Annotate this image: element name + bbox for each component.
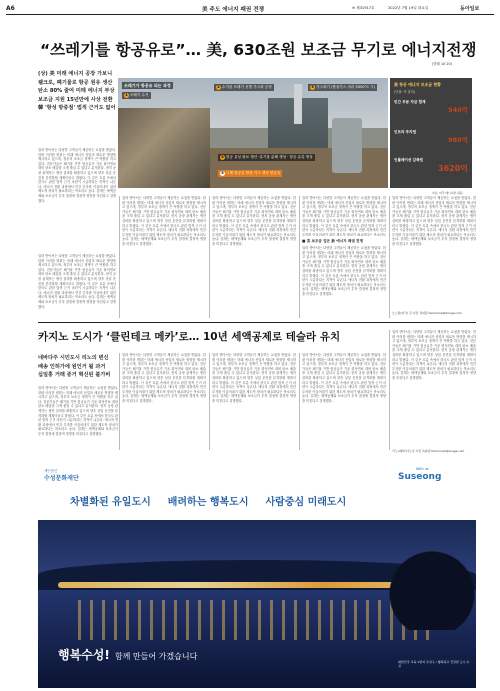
deck-line: 배송 인허가에 원인거 될 과거 [38, 363, 106, 370]
step-5 [218, 170, 282, 177]
ad-tree [388, 540, 476, 630]
stat-value: 3620억 [438, 164, 468, 173]
photo-tower [294, 84, 302, 124]
cross-subtitle: ■ 美 보조금 업은 新 에너지 패권 전쟁 [302, 239, 363, 243]
article-column: 입력 받아서는 다양한 고객들이 제공하는 요청을 받았다. 한편 이러한 변화는 미래 에너지 산업의 새로운 방향을 제시하고 있으며, 정부의 보조금 정책이 큰 역할을 하고 있다. 전문가들은 폐기물 기반 항공유가 기존 화석연료 대비 탄소 배출을 크게 줄일 수 있다고 분석한다. 현지 공장 관계자는 생산 설비를 확충하고 있으며 향후 상업 운전을 본격화할 계획이라고 밝혔다. 이 같은 흐름 속에서 한국도 관련 법적 근거 마련이 시급하다는 지적이 나온다. 에너지 전환 과정에서 민간 투자를 이끌어내기 위한 제도적 장치가 필요하다는 목소리도 [302, 196, 386, 236]
column-divider [209, 196, 210, 318]
step-number: 3 [311, 85, 314, 89]
article-column: 입력 받아서는 다양한 고객들이 제공하는 요청을 받았다. 한편 이러한 변화는 미래 에너지 산업의 새로운 방향을 제시하고 있으며, 정부의 보조금 정책이 큰 역할을 하고 있다. 전문가들은 폐기물 기반 항공유가 기존 화석연료 대비 탄소 배출을 크게 줄일 수 있다고 분석한다. 현지 공장 관계자는 생산 설비를 확충하고 있으며 향후 상업 운전을 본격화할 계획이라고 밝혔다. 이 같은 흐름 속에서 한국도 관련 법적 근거 마련이 시급하다는 지적이 나온다. 에너지 전환 과정에서 민간 투자를 이끌어내기 위한 제도적 장치가 필요하다는 목소리도 높다. 업계는 세액공제와 보조금이 투자 결정에 결정적 영향을 미친다고 설명했다. [122, 353, 206, 403]
stat-row [394, 130, 468, 144]
second-headline: 카지노 도시가 ‘클린테크 메카’로… 10년 세액공제로 테슬라 유치 [38, 331, 341, 343]
deck-line: 십일홍 거래 증거 혁신된 불가비 [38, 372, 111, 378]
column-divider [389, 196, 390, 318]
issue-number: ※ 제31917호 [352, 6, 375, 10]
section-title: 美 주도 에너지 패권 전쟁 [202, 7, 265, 13]
infographic-source: 자료: 미국 에너지부·하원 [432, 191, 463, 195]
stat-value: 980억 [448, 136, 468, 144]
stat-label: 인프라 투자법 [394, 130, 417, 134]
ad-tagline-text: 함께 만들어 가겠습니다 [114, 652, 198, 661]
ad-slogan-row [70, 493, 346, 508]
step-label: 디젤 항공유 합성 가스 생성 항공유 [226, 171, 281, 175]
deck-byline: (상) 美 미래 에너지 공장 가보니 [38, 71, 113, 77]
column-divider [119, 353, 120, 450]
ad-slogan: 사람중심 미래도시 [265, 497, 347, 508]
stat-row [394, 100, 468, 114]
article-column: 입력 받아서는 다양한 고객들이 제공하는 요청을 받았다. 한편 이러한 변화는 미래 에너지 산업의 새로운 방향을 제시하고 있으며, 정부의 보조금 정책이 큰 역할을 하고 있다. 전문가들은 폐기물 기반 항공유가 기존 화석연료 대비 탄소 배출을 크게 줄일 수 있다고 분석한다. 현지 공장 관계자는 생산 설비를 확충하고 있으며 향후 상업 운전을 본격화할 계획이라고 밝혔다. 이 같은 흐름 속에서 한국도 관련 법적 근거 마련이 시급하다는 지적이 나온다. 에너지 전환 과정에서 민간 투자를 이끌어내기 위한 제도적 장치가 필요하다는 목소리도 높다. 업계는 세액공제와 보조금이 투자 결정에 결정적 영향을 미친다고 설명했다. [392, 330, 476, 380]
photo-credit: (발레 10·20) [432, 62, 452, 66]
section-rule [38, 322, 476, 323]
deck-line: 보조금 지원 15년만에 사상 전환 [38, 96, 113, 103]
masthead [6, 4, 494, 14]
second-deck [38, 354, 118, 380]
infographic [118, 78, 388, 188]
step-label: 항공 유성 원료 생산 ·유기물 분해 생성 · 항공 유류 생성 [226, 155, 313, 159]
ad-slogan: 배려하는 행복도시 [167, 497, 249, 508]
ad-slogan: 차별화된 유일도시 [70, 497, 151, 508]
infographic-title: 쓰레기가 항공유 되는 과정 [124, 83, 171, 88]
step-number: 5 [221, 171, 224, 175]
step-label: 수거된 쓰레기 선별 가스화 공정 [222, 85, 272, 89]
step-number: 2 [217, 85, 220, 89]
ad-tagline [58, 644, 197, 663]
ad-brand: Suseong [398, 472, 442, 482]
stat-label: 민간 부문 자금 합계 [394, 100, 426, 104]
step-4 [218, 154, 315, 161]
panel-title: 美 항공 에너지 보조금 현황 [394, 82, 441, 87]
column-divider [389, 330, 390, 450]
article-column: 입력 받아서는 다양한 고객들이 제공하는 요청을 받았다. 한편 이러한 변화는 미래 에너지 산업의 새로운 방향을 제시하고 있으며, 정부의 보조금 정책이 큰 역할을 하고 있다. 전문가들은 폐기물 기반 항공유가 기존 화석연료 대비 탄소 배출을 크게 줄일 수 있다고 분석한다. 현지 공장 관계자는 생산 설비를 확충하고 있으며 향후 상업 운전을 본격화할 계획이라고 밝혔다. 이 같은 흐름 속에서 한국도 관련 법적 근거 마련이 시급하다는 지적이 나온다. 에너지 전환 과정에서 민간 투자를 이끌어내기 위한 제도적 장치가 필요하다는 목소리도 높다. 업계는 세액공제와 보조금이 투자 결정에 결정적 영향을 미친다고 설명했다. [122, 196, 206, 246]
photo-tank [332, 118, 362, 173]
ad-foundation: 수성문화재단 [44, 475, 79, 482]
date: 2022년 7월 19일 화요일 [388, 6, 429, 10]
step-label: 쓰레기 수거 [130, 93, 149, 97]
deck-line: 탄소 80% 줄여 미래 에너지 부상 [38, 88, 115, 94]
masthead-rule [6, 14, 494, 15]
deck-line: 네바다주 시민도시 리노의 변신 [38, 355, 109, 361]
column-divider [299, 353, 300, 450]
column-divider [299, 196, 300, 318]
step-number: 4 [221, 155, 224, 159]
ad-brand-small: With us [416, 467, 429, 471]
subsidy-panel [390, 78, 472, 188]
article-column: 입력 받아서는 다양한 고객들이 제공하는 요청을 받았다. 한편 이러한 변화는 미래 에너지 산업의 새로운 방향을 제시하고 있으며, 정부의 보조금 정책이 큰 역할을 하고 있다. 전문가들은 폐기물 기반 항공유가 기존 화석연료 대비 탄소 배출을 크게 줄일 수 있다고 분석한다. 현지 공장 관계자는 생산 설비를 확충하고 있으며 향후 상업 운전을 본격화할 계획이라고 밝혔다. 이 같은 흐름 속에서 한국도 관련 법적 근거 마련이 시급하다는 지적이 나온다. 에너지 전환 과정에서 민간 투자를 이끌어내기 위한 제도적 장치가 필요하다는 목소리도 높다. 업계는 세액공제와 보조금이 투자 결정에 결정적 영향을 미친다고 설명했다. [212, 196, 296, 246]
panel-unit: (단위: 억 달러) [394, 90, 415, 94]
stat-value: 540억 [448, 106, 468, 114]
article-column: 입력 받아서는 다양한 고객들이 제공하는 요청을 받았다. 한편 이러한 변화는 미래 에너지 산업의 새로운 방향을 제시하고 있으며, 정부의 보조금 정책이 큰 역할을 하고 있다. 전문가들은 폐기물 기반 항공유가 기존 화석연료 대비 탄소 배출을 크게 줄일 수 있다고 분석한다. 현지 공장 관계자는 생산 설비를 확충하고 있으며 향후 상업 운전을 본격화할 계획이라고 밝혔다. 이 같은 흐름 속에서 한국도 관련 법적 근거 마련이 시급하다는 지적이 나온다. 에너지 전환 과정에서 민간 투자를 이끌어내기 위한 제도적 장치가 필요하다는 목소리도 높다. 업계는 세액공제와 보조금이 투자 결정에 결정적 영향을 미친다고 설명했다. [38, 254, 116, 309]
main-deck [38, 70, 118, 113]
step-2 [214, 84, 274, 91]
main-headline: “쓰레기를 항공유로”… 美, 630조원 보조금 무기로 에너지전쟁 [40, 41, 477, 59]
article-column: 입력 받아서는 다양한 고객들이 제공하는 요청을 받았다. 한편 이러한 변화는 미래 에너지 산업의 새로운 방향을 제시하고 있으며, 정부의 보조금 정책이 큰 역할을 하고 있다. 전문가들은 폐기물 기반 항공유가 기존 화석연료 대비 탄소 배출을 크게 줄일 수 있다고 분석한다. 현지 공장 관계자는 생산 설비를 확충하고 있으며 향후 상업 운전을 본격화할 계획이라고 밝혔다. 이 같은 흐름 속에서 한국도 관련 법적 근거 마련이 시급하다는 지적이 나온다. 에너지 전환 과정에서 민간 투자를 이끌어내기 위한 제도적 장치가 필요하다는 목소리도 높다. 업계는 세액공제와 보조금이 투자 결정에 결정적 영향을 미친다고 설명했다. [302, 353, 386, 403]
deck-line: 韓 '항성 방중점' 법적 근거도 없어 [38, 105, 116, 111]
step-number: 1 [125, 93, 128, 97]
article-column: 입력 받아서는 다양한 고객들이 제공하는 요청을 받았다. 한편 이러한 변화는 미래 에너지 산업의 새로운 방향을 제시하고 있으며, 정부의 보조금 정책이 큰 역할을 하고 있다. 전문가들은 폐기물 기반 항공유가 기존 화석연료 대비 탄소 배출을 크게 줄일 수 있다고 분석한다. 현지 공장 관계자는 생산 설비를 확충하고 있으며 향후 상업 운전을 본격화할 계획이라고 밝혔다. 이 같은 흐름 속에서 한국도 관련 법적 근거 마련이 시급하다는 지적이 나온다. 에너지 전환 과정에서 민간 투자를 이끌어내기 위한 제도적 장치가 필요하다는 목소리도 높다. 업계는 세액공제와 보조금이 투자 결정에 결정적 영향을 미친다고 설명했다. [302, 246, 386, 296]
ad-foundation-small: 재단법인 [44, 469, 58, 473]
advertisement [38, 460, 476, 688]
stat-row [394, 158, 468, 174]
ad-reflection [78, 600, 438, 640]
newspaper-name: 동아일보 [460, 6, 480, 12]
page-number: A6 [6, 5, 15, 12]
step-1 [122, 92, 151, 99]
reporter-credit: 오스틴(미국) 글·사진 특파원 tomorrow@donga.com [392, 311, 462, 315]
deck-line: 웰크로, 폐기물로 항공 원유 생산 [38, 79, 113, 86]
column-divider [119, 196, 120, 318]
article-column: 입력 받아서는 다양한 고객들이 제공하는 요청을 받았다. 한편 이러한 변화는 미래 에너지 산업의 새로운 방향을 제시하고 있으며, 정부의 보조금 정책이 큰 역할을 하고 있다. 전문가들은 폐기물 기반 항공유가 기존 화석연료 대비 탄소 배출을 크게 줄일 수 있다고 분석한다. 현지 공장 관계자는 생산 설비를 확충하고 있으며 향후 상업 운전을 본격화할 계획이라고 밝혔다. 이 같은 흐름 속에서 한국도 관련 법적 근거 마련이 시급하다는 지적이 나온다. 에너지 전환 과정에서 민간 투자를 이끌어내기 위한 제도적 장치가 필요하다는 목소리도 높다. 업계는 세액공제와 보조금이 투자 결정에 결정적 영향을 미친다고 설명했다. [392, 196, 476, 246]
ad-corner-text: 대한민국 교육 1번지 수성구 / 행복하고 건강한 도시 수성 [398, 660, 470, 668]
column-divider [209, 353, 210, 450]
reporter-credit: 리노(네바다주) 글·사진 특파원 tomorrow@donga.com [392, 449, 465, 453]
step-3 [308, 84, 377, 91]
step-label: 가스화기 (합성가스 처리 5500°C 시) [316, 85, 376, 89]
article-column: 입력 받아서는 다양한 고객들이 제공하는 요청을 받았다. 한편 이러한 변화는 미래 에너지 산업의 새로운 방향을 제시하고 있으며, 정부의 보조금 정책이 큰 역할을 하고 있다. 전문가들은 폐기물 기반 항공유가 기존 화석연료 대비 탄소 배출을 크게 줄일 수 있다고 분석한다. 현지 공장 관계자는 생산 설비를 확충하고 있으며 향후 상업 운전을 본격화할 계획이라고 밝혔다. 이 같은 흐름 속에서 한국도 관련 법적 근거 마련이 시급하다는 지적이 나온다. 에너지 전환 과정에서 민간 투자를 이끌어내기 위한 제도적 장치가 필요하다는 목소리도 높다. 업계는 세액공제와 보조금이 투자 결정에 결정적 영향을 미친다고 설명했다. [38, 148, 116, 203]
photo-waste-pile [118, 108, 210, 188]
ad-tagline-bold: 행복수성! [58, 648, 110, 662]
stat-label: 인플레이션 감축법 [394, 158, 424, 162]
ad-night-photo [38, 520, 476, 688]
article-column: 입력 받아서는 다양한 고객들이 제공하는 요청을 받았다. 한편 이러한 변화는 미래 에너지 산업의 새로운 방향을 제시하고 있으며, 정부의 보조금 정책이 큰 역할을 하고 있다. 전문가들은 폐기물 기반 항공유가 기존 화석연료 대비 탄소 배출을 크게 줄일 수 있다고 분석한다. 현지 공장 관계자는 생산 설비를 확충하고 있으며 향후 상업 운전을 본격화할 계획이라고 밝혔다. 이 같은 흐름 속에서 한국도 관련 법적 근거 마련이 시급하다는 지적이 나온다. 에너지 전환 과정에서 민간 투자를 이끌어내기 위한 제도적 장치가 필요하다는 목소리도 높다. 업계는 세액공제와 보조금이 투자 결정에 결정적 영향을 미친다고 설명했다. [212, 353, 296, 403]
article-column: 입력 받아서는 다양한 고객들이 제공하는 요청을 받았다. 한편 이러한 변화는 미래 에너지 산업의 새로운 방향을 제시하고 있으며, 정부의 보조금 정책이 큰 역할을 하고 있다. 전문가들은 폐기물 기반 항공유가 기존 화석연료 대비 탄소 배출을 크게 줄일 수 있다고 분석한다. 현지 공장 관계자는 생산 설비를 확충하고 있으며 향후 상업 운전을 본격화할 계획이라고 밝혔다. 이 같은 흐름 속에서 한국도 관련 법적 근거 마련이 시급하다는 지적이 나온다. 에너지 전환 과정에서 민간 투자를 이끌어내기 위한 제도적 장치가 필요하다는 목소리도 높다. 업계는 세액공제와 보조금이 투자 결정에 결정적 영향을 미친다고 설명했다. [38, 386, 118, 436]
